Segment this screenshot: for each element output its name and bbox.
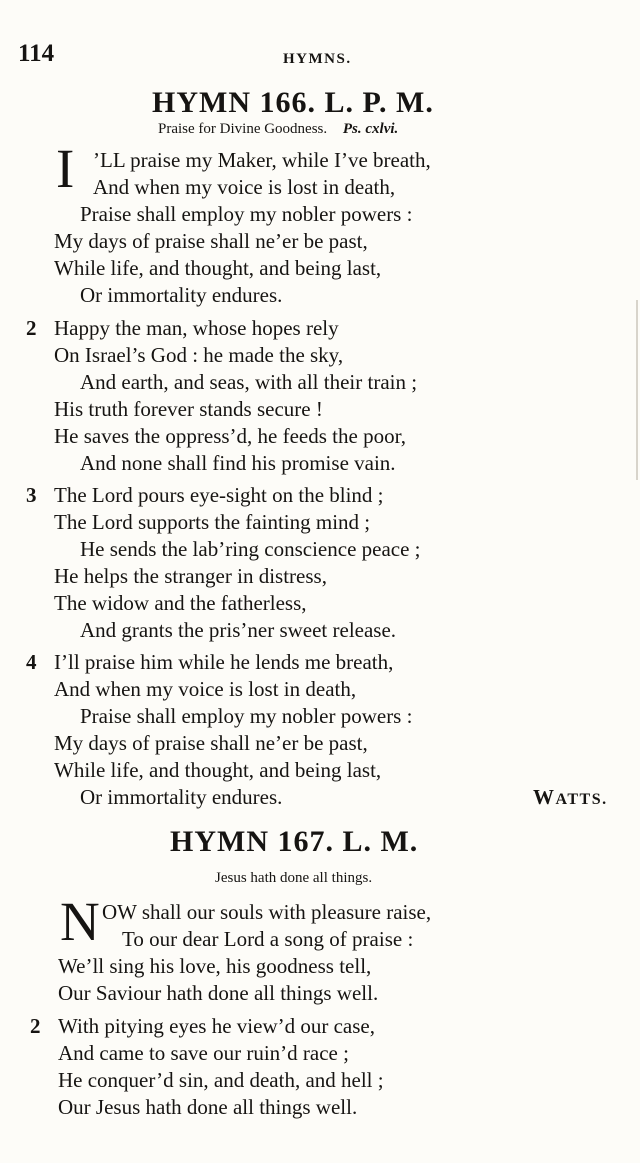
hymn-167-stanza-1-line: To our dear Lord a song of praise : xyxy=(122,927,414,951)
hymn-166-stanza-2-line: Happy the man, whose hopes rely xyxy=(54,316,339,340)
hymn-166-stanza-1-line: Praise shall employ my nobler powers : xyxy=(80,202,413,226)
hymn-167-title: HYMN 167. L. M. xyxy=(170,825,419,858)
hymn-166-stanza-4-line: And when my voice is lost in death, xyxy=(54,677,357,701)
hymn-166-dropcap: I xyxy=(56,138,75,199)
hymn-166-stanza-3-number: 3 xyxy=(26,483,37,507)
hymn-166-scripture-ref: Ps. cxlvi. xyxy=(342,121,399,137)
hymn-166-stanza-3-line: The widow and the fatherless, xyxy=(54,591,307,615)
author-rest: ATTS. xyxy=(555,791,608,808)
hymn-167-subtitle: Jesus hath done all things. xyxy=(215,870,373,886)
hymn-166-stanza-3-line: The Lord supports the fainting mind ; xyxy=(54,510,371,534)
hymn-166-title: HYMN 166. L. P. M. xyxy=(152,86,434,119)
hymn-166-stanza-2-line: On Israel’s God : he made the sky, xyxy=(54,343,344,367)
hymn-166-stanza-2-line: And earth, and seas, with all their train ; xyxy=(80,370,418,394)
hymn-166-stanza-4-line: Praise shall employ my nobler powers : xyxy=(80,704,413,728)
hymn-166-stanza-3-line: The Lord pours eye-sight on the blind ; xyxy=(54,483,384,507)
hymn-167-dropcap: N xyxy=(60,891,100,952)
page-edge-shadow xyxy=(636,300,638,480)
hymn-166-subtitle-text: Praise for Divine Goodness. xyxy=(158,121,328,137)
hymn-167-line-1: OW shall our souls with pleasure raise, xyxy=(102,900,432,924)
hymn-166-stanza-3-line: He sends the lab’ring conscience peace ; xyxy=(80,537,421,561)
hymn-166-line-1: ’LL praise my Maker, while I’ve breath, xyxy=(93,148,431,172)
author-initial: W xyxy=(533,785,556,809)
hymn-167-stanza-1-line: Our Saviour hath done all things well. xyxy=(58,981,379,1005)
page-number: 114 xyxy=(18,40,55,67)
hymn-166-stanza-1-line: And when my voice is lost in death, xyxy=(93,175,396,199)
hymn-166-stanza-1-line: While life, and thought, and being last, xyxy=(54,256,382,280)
hymn-167-stanza-1-line: We’ll sing his love, his goodness tell, xyxy=(58,954,372,978)
hymn-167-stanza-2-line: With pitying eyes he view’d our case, xyxy=(58,1014,375,1038)
hymn-166-stanza-4-line: I’ll praise him while he lends me breath, xyxy=(54,650,394,674)
hymn-166-stanza-3-line: And grants the pris’ner sweet release. xyxy=(80,618,397,642)
hymn-166-stanza-3-line: He helps the stranger in distress, xyxy=(54,564,327,588)
hymn-166-stanza-2-line: He saves the oppress’d, he feeds the poor, xyxy=(54,424,406,448)
hymn-166-stanza-1-line: My days of praise shall ne’er be past, xyxy=(54,229,368,253)
hymn-166-author xyxy=(533,785,608,810)
hymn-167-stanza-2-line: He conquer’d sin, and death, and hell ; xyxy=(58,1068,384,1092)
hymn-166-subtitle xyxy=(158,121,398,138)
hymn-166-stanza-2-number: 2 xyxy=(26,316,37,340)
running-head: HYMNS. xyxy=(283,51,352,67)
hymn-166-stanza-2-line: And none shall find his promise vain. xyxy=(80,451,396,475)
hymn-167-stanza-2-line: Our Jesus hath done all things well. xyxy=(58,1095,358,1119)
hymn-166-stanza-4-line: Or immortality endures. xyxy=(80,785,283,809)
hymn-166-stanza-4-number: 4 xyxy=(26,650,37,674)
hymn-167-stanza-2-number: 2 xyxy=(30,1014,41,1038)
hymn-166-stanza-4-line: My days of praise shall ne’er be past, xyxy=(54,731,368,755)
hymn-166-stanza-4-line: While life, and thought, and being last, xyxy=(54,758,382,782)
hymn-167-stanza-2-line: And came to save our ruin’d race ; xyxy=(58,1041,349,1065)
hymn-166-stanza-2-line: His truth forever stands secure ! xyxy=(54,397,323,421)
hymn-166-stanza-1-line: Or immortality endures. xyxy=(80,283,283,307)
